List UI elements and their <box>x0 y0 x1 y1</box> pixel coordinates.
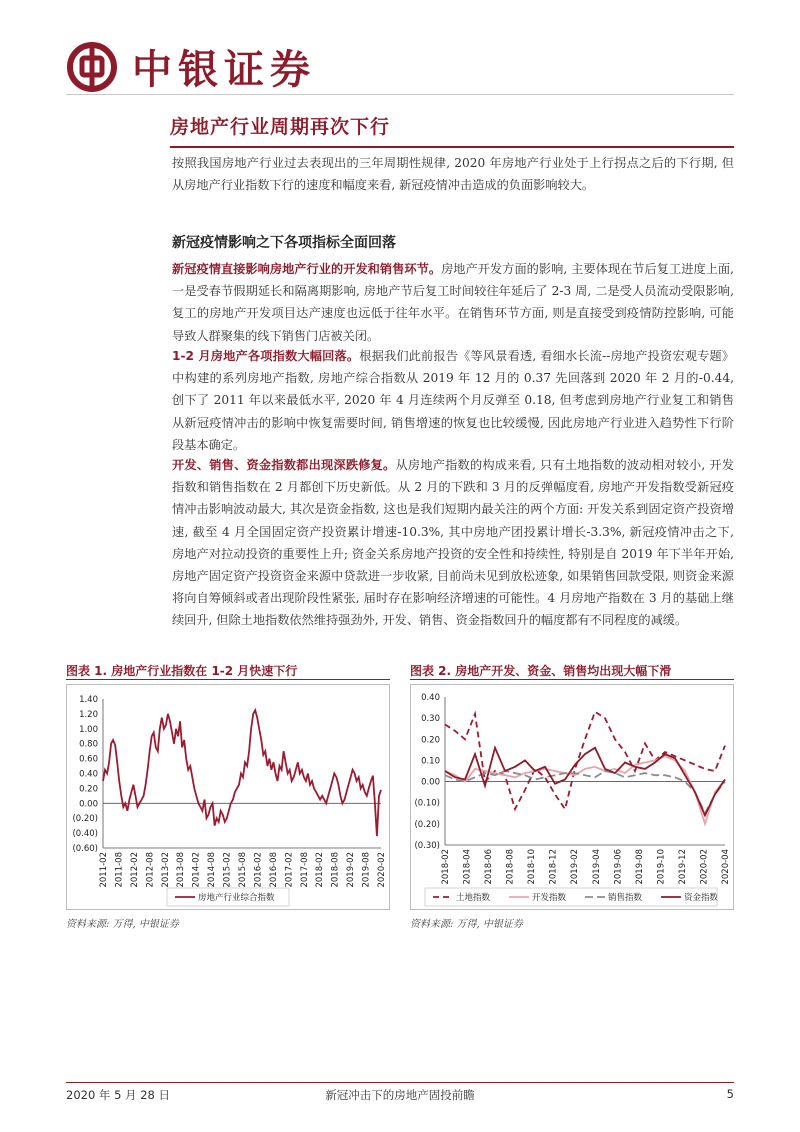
y-tick-label: (0.60) <box>72 844 98 854</box>
figure-1-source: 资料来源: 万得, 中银证券 <box>66 919 179 930</box>
y-tick-label: 0.30 <box>421 714 440 725</box>
x-tick-label: 2018-02 <box>441 849 451 885</box>
x-tick-label: 2015-08 <box>238 852 248 888</box>
x-tick-label: 2019-12 <box>677 849 688 885</box>
x-tick-label: 2019-04 <box>591 849 602 885</box>
legend-label: 房地产行业综合指数 <box>198 893 275 903</box>
y-tick-label: (0.20) <box>414 819 440 830</box>
x-tick-label: 2011-02 <box>99 852 109 888</box>
x-tick-label: 2014-02 <box>191 852 202 888</box>
paragraph-3 <box>172 454 734 632</box>
y-tick-label: 1.00 <box>79 724 98 735</box>
x-tick-label: 2019-08 <box>634 849 645 885</box>
intro-paragraph: 按照我国房地产行业过去表现出的三年周期性规律, 2020 年房地产行业处于上行拐点之后的下行期, 但从房地产行业指数下行的速度和幅度来看, 新冠疫情冲击造成的负面影响较大。 <box>172 156 734 193</box>
brand-name: 中银证券 <box>132 47 316 93</box>
paragraph-3-lead: 开发、销售、资金指数都出现深跌修复。 <box>172 458 396 472</box>
paragraph-1-lead: 新冠疫情直接影响房地产行业的开发和销售环节。 <box>172 262 442 276</box>
y-tick-label: (0.20) <box>72 814 98 825</box>
legend-label: 资金指数 <box>684 893 719 903</box>
figure-1-title: 图表 1. 房地产行业指数在 1-2 月快速下行 <box>66 664 298 678</box>
y-tick-label: (0.30) <box>414 841 440 851</box>
y-tick-label: 0.80 <box>79 739 98 750</box>
brand-logo <box>66 38 316 95</box>
y-tick-label: 0.40 <box>421 693 440 703</box>
x-tick-label: 2018-08 <box>505 849 516 885</box>
x-tick-label: 2018-04 <box>462 849 473 885</box>
x-tick-label: 2013-08 <box>176 852 187 888</box>
x-tick-label: 2012-08 <box>145 852 156 888</box>
paragraph-1-body: 房地产开发方面的影响, 主要体现在节后复工进度上面, 一是受春节假期延长和隔离期影响, 房地产节后复工时间较往年延后了 2-3 周, 二是受人员流动受限影响, 复工的房地产开发项目达产速度也远低于往年水平。在销售环节方面, 则是直接受到疫情防控影响, 可能导致人群聚集的线下销售门店被关闭。 <box>172 262 735 343</box>
x-tick-label: 2020-02 <box>699 849 710 885</box>
y-tick-label: 1.20 <box>79 709 98 720</box>
bank-of-china-logo-icon <box>66 41 118 93</box>
figure-2-title: 图表 2. 房地产开发、资金、销售均出现大幅下滑 <box>410 664 672 678</box>
x-tick-label: 2018-02 <box>315 852 326 888</box>
paragraph-2-lead: 1-2 月房地产各项指数大幅回落。 <box>172 349 360 363</box>
y-tick-label: 0.00 <box>79 799 98 810</box>
footer-date: 2020 年 5 月 28 日 <box>66 1088 170 1102</box>
legend-label: 销售指数 <box>608 893 643 903</box>
figure-2-chart <box>411 685 733 909</box>
y-tick-label: 0.00 <box>421 777 440 788</box>
x-tick-label: 2014-08 <box>207 852 218 888</box>
x-tick-label: 2016-08 <box>268 852 279 888</box>
x-tick-label: 2019-08 <box>361 852 372 888</box>
figure-2-chart-frame <box>410 684 734 910</box>
x-tick-label: 2018-08 <box>330 852 341 888</box>
legend-label: 土地指数 <box>456 893 491 903</box>
x-tick-label: 2020-02 <box>377 852 387 888</box>
x-tick-label: 2019-06 <box>613 849 624 885</box>
paragraph-1 <box>172 258 734 347</box>
y-tick-label: 0.40 <box>79 769 98 780</box>
x-tick-label: 2019-10 <box>656 849 667 885</box>
paragraph-2 <box>172 345 734 456</box>
section-title-rule <box>170 146 734 148</box>
header-divider <box>66 94 734 95</box>
subheading: 新冠疫情影响之下各项指标全面回落 <box>172 235 396 251</box>
figure-2-rule <box>410 679 734 680</box>
figure-1-chart-frame <box>66 684 390 910</box>
paragraph-2-body: 根据我们此前报告《等风景看透, 看细水长流--房地产投资宏观专题》中构建的系列房地产指数, 房地产综合指数从 2019 年 12 月的 0.37 先回落到 2020 年 2 月的-0.44, 创下了 2011 年以来最低水平, 2020 年 4 月连续两个月反弹至 0.18, 但考虑到房地产行业复工和销售从新冠疫情冲击的影响中恢复需要时间, 销售增速的恢复也比较缓慢, 因此房地产行业进入趋势性下行阶段基本确定。 <box>172 349 735 452</box>
x-tick-label: 2019-02 <box>570 849 581 885</box>
x-tick-label: 2017-08 <box>299 852 310 888</box>
y-tick-label: 0.20 <box>79 784 98 795</box>
y-tick-label: (0.10) <box>414 798 440 809</box>
legend-label: 开发指数 <box>532 893 567 903</box>
footer-rule <box>66 1082 734 1083</box>
x-tick-label: 2012-02 <box>129 852 140 888</box>
x-tick-label: 2015-02 <box>222 852 233 888</box>
figure-1-rule <box>66 679 390 680</box>
y-tick-label: 1.40 <box>79 695 98 705</box>
footer-page-number: 5 <box>726 1087 734 1101</box>
figure-1-chart <box>67 685 389 909</box>
x-tick-label: 2011-08 <box>114 852 125 888</box>
y-tick-label: 0.60 <box>79 754 98 765</box>
y-tick-label: 0.20 <box>421 735 440 746</box>
footer-report-title: 新冠冲击下的房地产固投前瞻 <box>325 1088 475 1102</box>
x-tick-label: 2013-02 <box>160 852 171 888</box>
x-tick-label: 2018-10 <box>527 849 538 885</box>
y-tick-label: 0.10 <box>421 756 440 767</box>
series-line-2 <box>445 756 725 824</box>
x-tick-label: 2019-02 <box>346 852 357 888</box>
x-tick-label: 2018-12 <box>548 849 559 885</box>
series-line-1 <box>103 710 381 836</box>
figure-2-source: 资料来源: 万得, 中银证券 <box>410 919 523 930</box>
series-line-1 <box>445 712 725 809</box>
y-tick-label: (0.40) <box>72 829 98 840</box>
section-title: 房地产行业周期再次下行 <box>170 116 391 138</box>
x-tick-label: 2016-02 <box>253 852 264 888</box>
paragraph-3-body: 从房地产指数的构成来看, 只有土地指数的波动相对较小, 开发指数和销售指数在 2 月都创下历史新低。从 2 月的下跌和 3 月的反弹幅度看, 房地产开发指数受新冠疫情冲击影响波动最大, 其次是资金指数, 这也是我们短期内最关注的两个方面: 开发关系到固定资产投资增速, 截至 4 月全国固定资产投资累计增速-10.3%, 其中房地产团投累计增长-3.3%, 新冠疫情冲击之下, 房地产对拉动投资的重要性上升; 资金关系房地产投资的安全性和持续性, 特别是自 2019 年下半年开始, 房地产固定资产投资资金来源中贷款进一步收紧, 目前尚未见到放松迹象, 如果销售回款受限, 则资金来源将向自筹倾斜或者出现阶段性紧张, 届时存在影响经济增速的可能性。4 月房地产指数在 3 月的基础上继续回升, 但除土地指数依然维持强劲外, 开发、销售、资金指数回升的幅度都有不同程度的减缓。 <box>172 458 735 628</box>
x-tick-label: 2018-06 <box>484 849 495 885</box>
x-tick-label: 2017-02 <box>284 852 295 888</box>
x-tick-label: 2020-04 <box>721 849 731 885</box>
